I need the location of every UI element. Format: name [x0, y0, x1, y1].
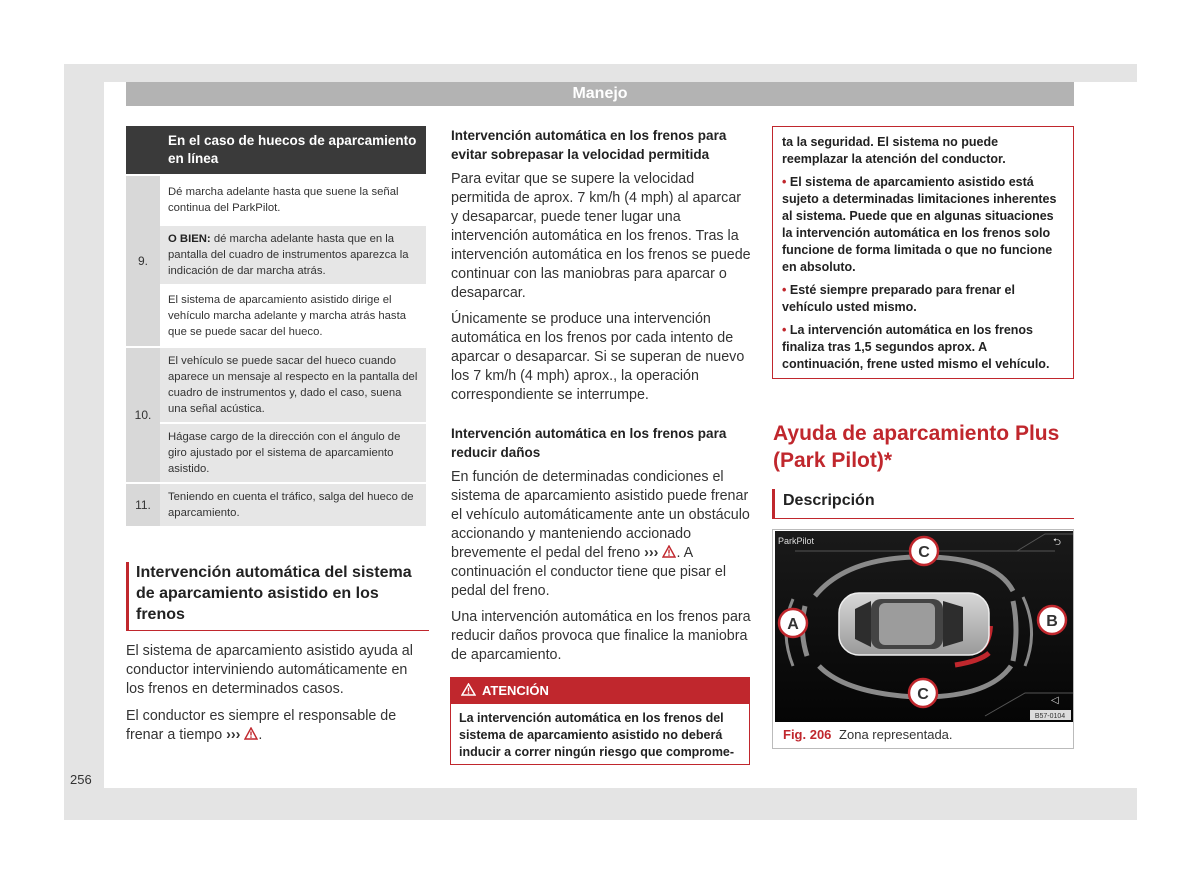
figure-caption-text: Zona representada.: [839, 727, 953, 742]
section-main-title: Ayuda de aparcamiento Plus (Park Pilot)*: [773, 422, 1060, 472]
chapter-header: Manejo: [126, 82, 1074, 106]
step-text-rest: dé marcha adelante hasta que en la pantalla del cuadro de instrumentos aparezca la indicación de dar marcha atrás.: [168, 233, 409, 277]
warning-continued-text: ta la seguridad. El sistema no puede reemplazar la atención del conductor.: [782, 135, 1006, 166]
zone-label-text: C: [917, 686, 929, 703]
step-bold-prefix: O BIEN:: [168, 233, 211, 245]
figure-caption-label: Fig. 206: [783, 727, 832, 742]
page-number: 256: [70, 772, 92, 787]
warning-bullet-text: Esté siempre preparado para frenar el vehículo usted mismo.: [782, 283, 1015, 314]
zone-label-text: B: [1046, 613, 1058, 630]
description-title: Descripción: [783, 492, 875, 509]
screen-title: ParkPilot: [778, 536, 815, 546]
zone-label-a: [779, 609, 807, 637]
warning-box: [450, 677, 750, 765]
warning-box-continued: [772, 126, 1074, 379]
warning-text: La intervención automática en los frenos del sistema de aparcamiento asistido no deberá inducir a correr ningún riesgo que comprome-: [459, 711, 735, 759]
section-title: Intervención automática del sistema de aparcamiento asistido en los frenos: [136, 564, 412, 623]
warning-bullet: [782, 322, 1064, 373]
middle-paragraph-3-end: . A continuación el conductor tiene que pisar el pedal del freno.: [451, 545, 726, 599]
reference-arrows: ›››: [226, 727, 241, 743]
warning-triangle-icon: [461, 683, 476, 696]
zone-label-b: [1038, 606, 1066, 634]
warning-bullet-text: La intervención automática en los frenos finaliza tras 1,5 segundos aprox. A continuación, frene usted mismo el vehículo.: [782, 323, 1050, 371]
subheading-speed-limit: Intervención automática en los frenos para evitar sobrepasar la velocidad permitida: [451, 128, 727, 162]
step-number: 11.: [126, 483, 160, 526]
warning-bullet: [782, 174, 1064, 276]
back-icon: ⮌: [1053, 537, 1062, 548]
middle-paragraph-4: Una intervención automática en los frenos para reducir daños provoca que finalice la maniobra de aparcamiento.: [451, 609, 751, 663]
car-top-view: [839, 593, 989, 655]
zone-label-text: C: [918, 544, 930, 561]
warning-label: ATENCIÓN: [482, 683, 549, 698]
step-text: Teniendo en cuenta el tráfico, salga del hueco de aparcamiento.: [160, 483, 426, 526]
middle-paragraph-3-text: En función de determinadas condiciones el sistema de aparcamiento asistido puede frenar el vehículo automáticamente ante un obstáculo accionando y manteniendo accionado brevemente el pedal del freno: [451, 469, 750, 561]
middle-paragraph-1: Para evitar que se supere la velocidad permitida de aprox. 7 km/h (4 mph) al aparcar y desaparcar, puede tener lugar una intervención automática en los frenos. Tras la intervención automática en los frenos se puede continuar con las maniobras para aparcar o desaparcar.: [451, 171, 751, 301]
warning-bullet-text: El sistema de aparcamiento asistido está sujeto a determinadas limitaciones inherentes al sistema. Puede que en algunas situaciones la intervención automática en los frenos solo funcione de forma limitada o que no funcione en absoluto.: [782, 175, 1057, 274]
left-paragraph-2-text: El conductor es siempre el responsable de frenar a tiempo: [126, 708, 397, 743]
bullet-icon: •: [782, 323, 787, 337]
bullet-icon: •: [782, 283, 787, 297]
warning-bullet: [782, 282, 1064, 316]
reference-arrows: ›››: [644, 545, 659, 561]
warning-header: [451, 678, 749, 704]
zone-label-c-bottom: [909, 679, 937, 707]
warning-triangle-icon: [244, 727, 258, 740]
step-text: Hágase cargo de la dirección con el ángulo de giro ajustado por el sistema de aparcamiento asistido.: [160, 423, 426, 483]
table-heading-blank: [126, 126, 160, 175]
warning-triangle-icon: [662, 545, 676, 558]
step-number: 9.: [126, 175, 160, 347]
middle-paragraph-2: Únicamente se produce una intervención automática en los frenos por cada intento de aparcar o desaparcar. Si se superan de nuevo los 7 km/h (4 mph) aprox., la operación correspondiente se interrumpe.: [451, 311, 745, 403]
steps-table: [126, 126, 426, 526]
table-heading: En el caso de huecos de aparcamiento en línea: [160, 126, 426, 175]
step-text: Dé marcha adelante hasta que suene la señal continua del ParkPilot.: [160, 175, 426, 225]
figure-caption: [783, 727, 953, 742]
bullet-icon: •: [782, 175, 787, 189]
speaker-icon: ◁: [1051, 695, 1059, 706]
left-paragraph-1: El sistema de aparcamiento asistido ayuda al conductor interviniendo automáticamente en los frenos en determinados casos.: [126, 643, 413, 697]
step-text: El sistema de aparcamiento asistido dirige el vehículo marcha adelante y marcha atrás hasta que se puede sacar del hueco.: [160, 285, 426, 347]
left-paragraph-2: [126, 707, 428, 745]
zone-label-text: A: [787, 616, 799, 633]
middle-paragraph-3: [451, 468, 751, 601]
zone-label-c-top: [910, 537, 938, 565]
step-text: [160, 225, 426, 285]
parkpilot-screen-figure: [775, 531, 1073, 722]
step-text: El vehículo se puede sacar del hueco cuando aparece un mensaje al respecto en la pantalla del cuadro de instrumentos y, dado el caso, suena una señal acústica.: [160, 347, 426, 423]
punctuation: .: [258, 727, 263, 743]
step-number: 10.: [126, 347, 160, 483]
subheading-damage: Intervención automática en los frenos para reducir daños: [451, 426, 727, 460]
figure-code: B57-0104: [1034, 713, 1066, 720]
